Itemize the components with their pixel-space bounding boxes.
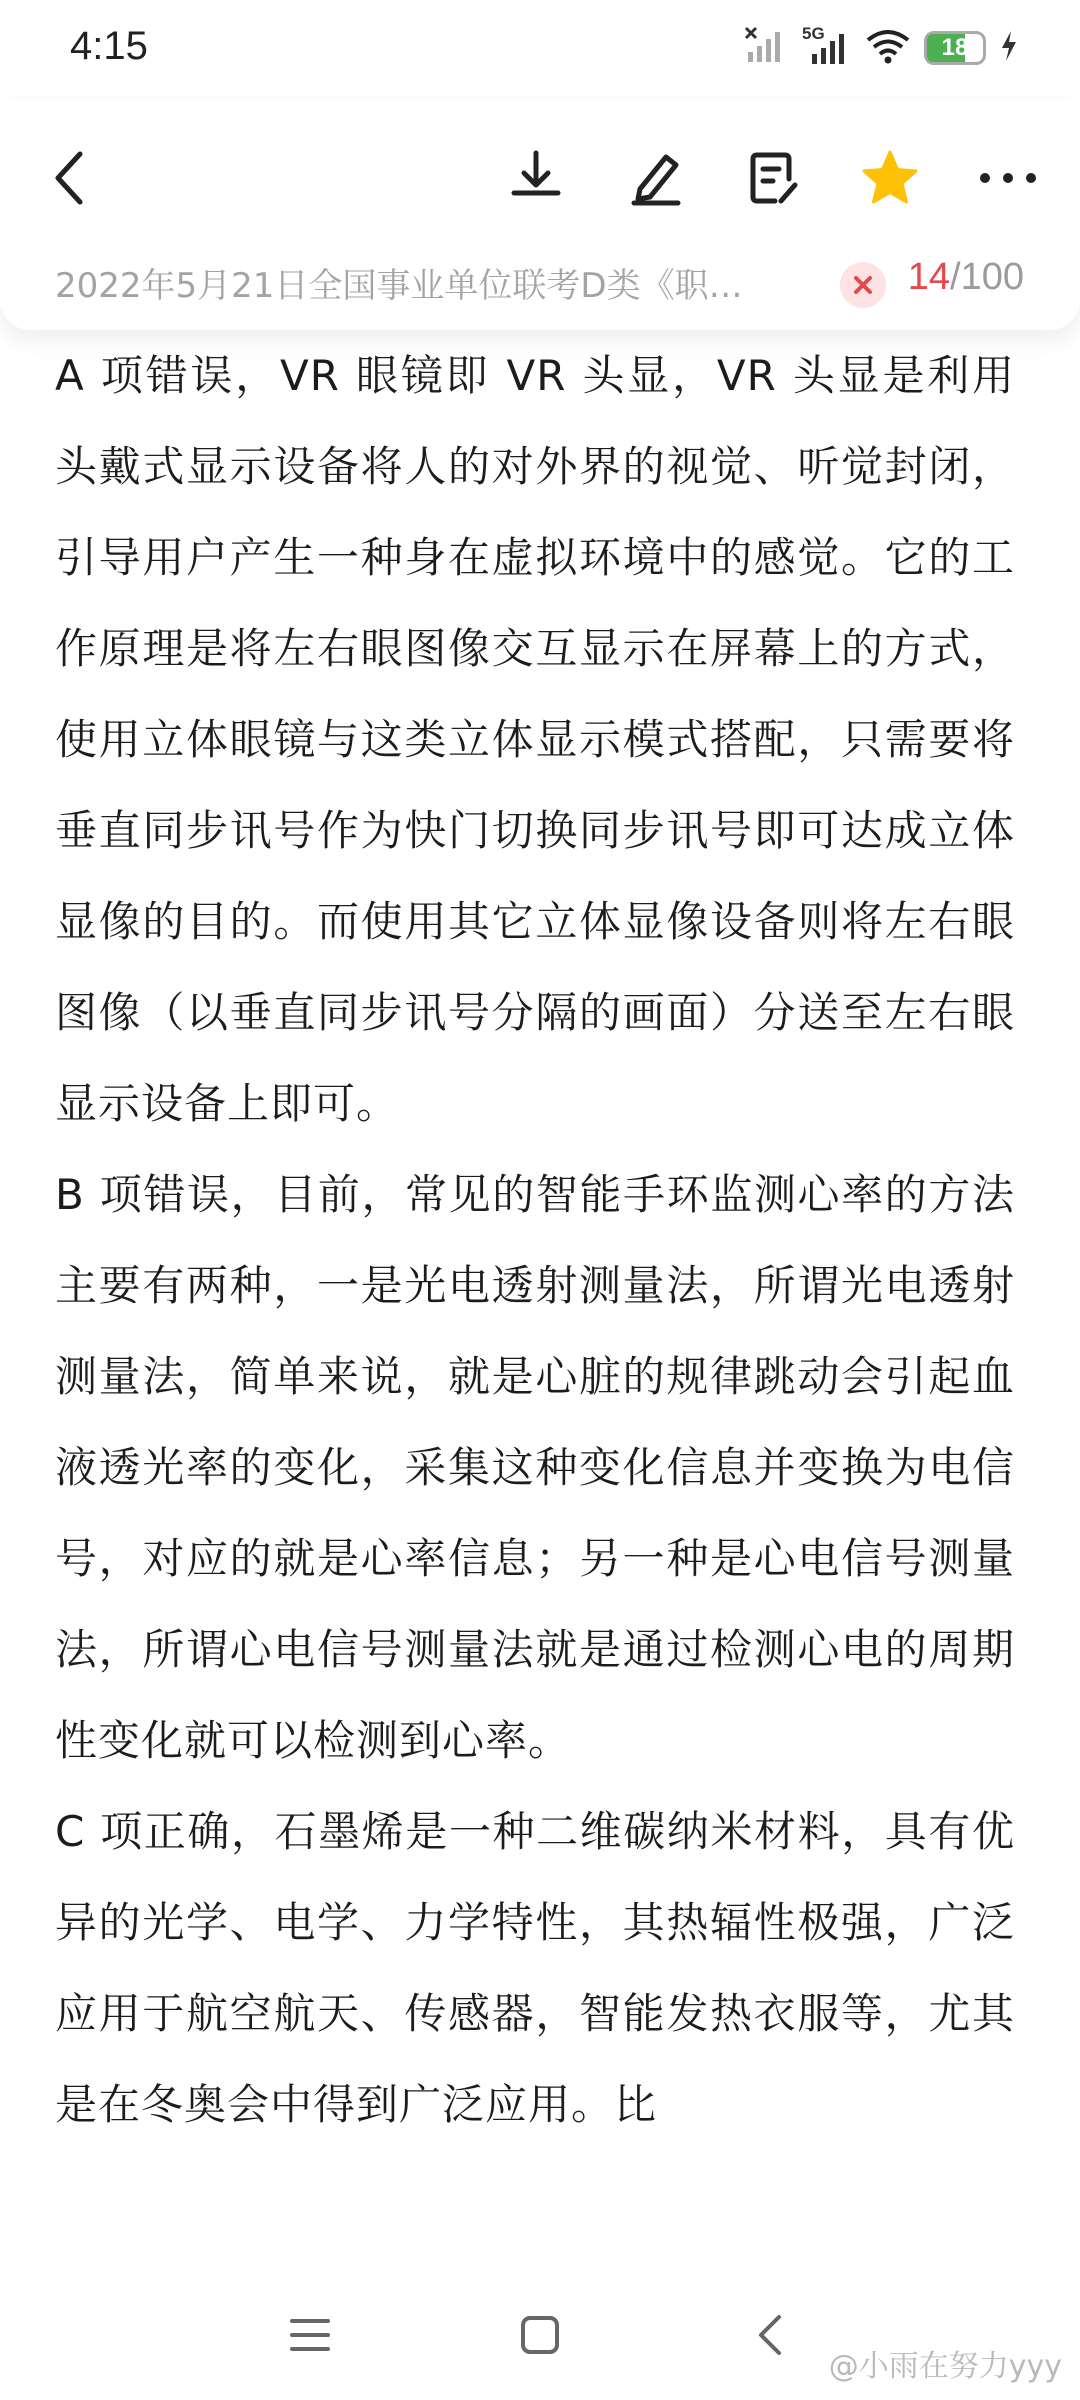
system-navigation-bar [0, 2265, 1080, 2400]
total-questions: /100 [950, 256, 1024, 298]
wifi-icon [866, 28, 910, 68]
back-arrow-icon[interactable] [30, 138, 110, 218]
battery-label: 18 [941, 34, 969, 61]
charging-bolt-icon [1000, 30, 1018, 66]
explanation-paragraph-a: A 项错误，VR 眼镜即 VR 头显，VR 头显是利用头戴式显示设备将人的对外界的视觉、听觉封闭，引导用户产生一种身在虚拟环境中的感觉。它的工作原理是将左右眼图像交互显示在屏幕上的方式，使用立体眼镜与这类立体显示模式搭配，只需要将垂直同步讯号作为快门切换同步讯号即可达成立体显像的目的。而使用其它立体显像设备则将左右眼图像（以垂直同步讯号分隔的画面）分送至左右眼显示设备上即可。 [55, 351, 1015, 1128]
exam-title[interactable]: 2022年5月21日全国事业单位联考D类《职… [55, 266, 743, 306]
note-edit-icon[interactable] [734, 138, 814, 218]
explanation-content[interactable] [55, 330, 1015, 2260]
wrong-x-icon [840, 262, 886, 308]
back-triangle-icon[interactable] [730, 2295, 810, 2375]
current-question-number: 14 [907, 256, 951, 298]
signal-muted-icon [744, 26, 788, 70]
home-square-icon[interactable] [500, 2295, 580, 2375]
status-icons [744, 26, 1018, 70]
menu-icon[interactable] [270, 2295, 350, 2375]
question-header-card [0, 100, 1080, 330]
signal-5g-icon [802, 24, 852, 68]
status-bar [0, 0, 1080, 100]
star-icon[interactable] [850, 138, 930, 218]
network-type-label: 5G [802, 24, 825, 43]
explanation-paragraph-b: B 项错误，目前，常见的智能手环监测心率的方法主要有两种，一是光电透射测量法，所谓光电透射测量法，简单来说，就是心脏的规律跳动会引起血液透光率的变化，采集这种变化信息并变换为电信号，对应的就是心率信息；另一种是心电信号测量法，所谓心电信号测量法就是通过检测心电的周期性变化就可以检测到心率。 [55, 1170, 1015, 1765]
battery-icon [924, 31, 986, 65]
question-title-row [0, 250, 1080, 330]
pencil-icon[interactable] [616, 138, 696, 218]
more-icon[interactable] [968, 138, 1048, 218]
status-time: 4:15 [70, 24, 148, 68]
download-icon[interactable] [496, 138, 576, 218]
watermark: @小雨在努力yyy [828, 2349, 1062, 2384]
question-counter[interactable] [908, 256, 1024, 299]
toolbar [0, 100, 1080, 250]
explanation-paragraph-c: C 项正确，石墨烯是一种二维碳纳米材料，具有优异的光学、电学、力学特性，其热辐性极强，广泛应用于航空航天、传感器，智能发热衣服等，尤其是在冬奥会中得到广泛应用。比 [55, 1807, 1015, 2129]
